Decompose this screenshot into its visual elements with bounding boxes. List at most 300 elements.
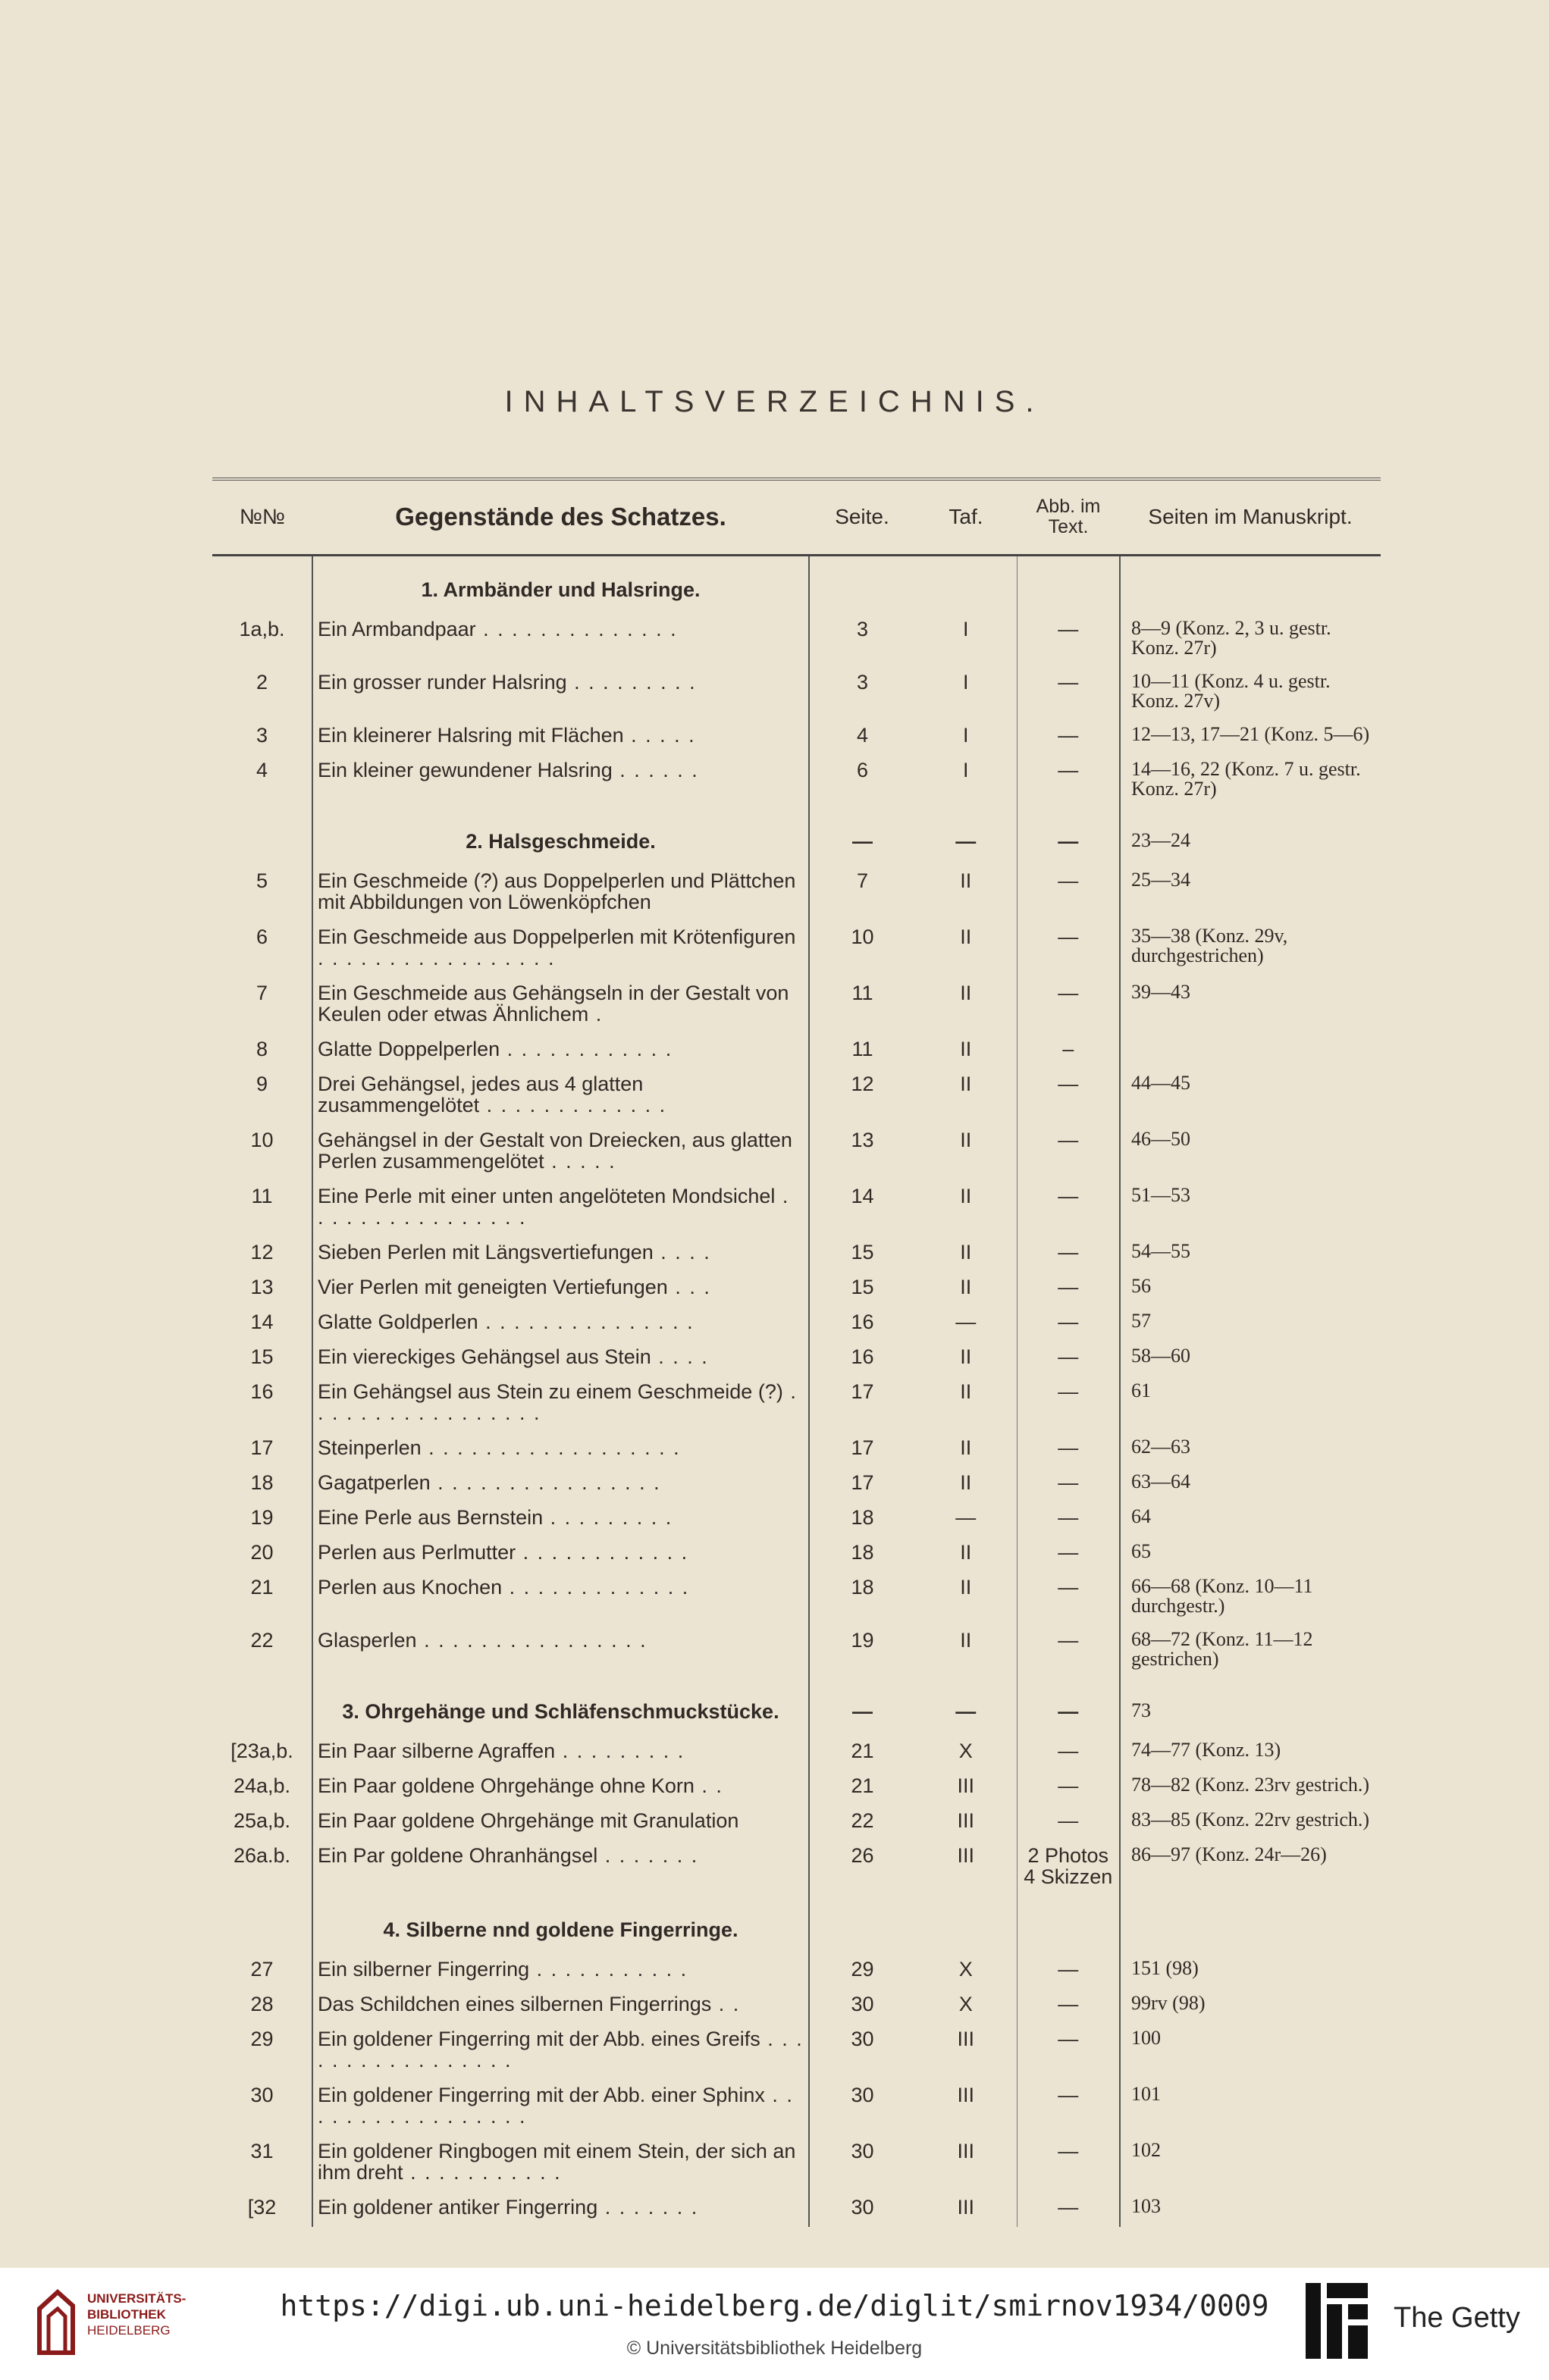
item-label: Ein Geschmeide aus Doppelperlen mit Krötenfiguren	[318, 925, 796, 948]
row-seite: 13	[851, 1128, 874, 1151]
row-number: 18	[250, 1470, 274, 1494]
row-item	[312, 1954, 809, 1989]
row-seite: 26	[851, 1843, 874, 1867]
row-number: 13	[250, 1275, 274, 1298]
header-seite: Seite.	[835, 505, 889, 529]
dot-leader: . . . . . . . . . . . .	[516, 1540, 689, 1564]
row-item	[312, 1572, 809, 1625]
item-label: Drei Gehängsel, jedes aus 4 glatten zusammengelötet	[318, 1072, 644, 1116]
row-number: 9	[256, 1072, 268, 1095]
row-item	[312, 1342, 809, 1376]
row-number: 3	[256, 723, 268, 747]
item-label: Gagatperlen	[318, 1470, 431, 1494]
row-seite: 30	[851, 2139, 874, 2162]
row-item	[312, 1433, 809, 1467]
row-manuskript: 56	[1131, 1274, 1151, 1297]
row-abbildung: —	[1017, 808, 1120, 866]
row-tafel: II	[960, 1470, 972, 1494]
table-row	[212, 1805, 1381, 1840]
table-row	[212, 614, 1381, 667]
row-seite: 30	[851, 2083, 874, 2106]
dot-leader: . . . . . . . . . . . . . . . . . .	[421, 1436, 681, 1459]
table-row	[212, 1502, 1381, 1537]
row-abbildung: —	[1017, 1954, 1120, 1989]
table-row	[212, 2024, 1381, 2080]
dot-leader: . . . . . . . . . . . . . . . . .	[318, 1379, 798, 1424]
dot-leader: . . . . . . . . . . . . . . . . .	[318, 946, 556, 969]
row-tafel: III	[957, 1843, 974, 1867]
item-label: Ein goldener Fingerring mit der Abb. eines Greifs	[318, 2027, 760, 2050]
row-abbildung: —	[1017, 755, 1120, 808]
row-item	[312, 1376, 809, 1433]
library-name-line-1: UNIVERSITÄTS-	[87, 2291, 187, 2306]
row-manuskript: 51—53	[1131, 1183, 1190, 1206]
row-abbildung: —	[1017, 1572, 1120, 1625]
row-seite: 15	[851, 1275, 874, 1298]
row-tafel: II	[960, 1037, 972, 1060]
row-item	[312, 1237, 809, 1272]
row-abbildung: —	[1017, 720, 1120, 755]
row-tafel: III	[957, 2027, 974, 2050]
table-row	[212, 1467, 1381, 1502]
table-row	[212, 667, 1381, 720]
table-row	[212, 1625, 1381, 1678]
row-item	[312, 1181, 809, 1237]
header-abbildung: Abb. im Text.	[1036, 496, 1101, 538]
row-number: 27	[250, 1957, 274, 1981]
row-manuskript: 65	[1131, 1539, 1151, 1562]
row-seite: 3	[856, 617, 869, 640]
section-row	[212, 1896, 1381, 1954]
dot-leader: . . . . . .	[612, 758, 699, 781]
row-abbildung: —	[1017, 667, 1120, 720]
row-tafel: X	[958, 1739, 973, 1762]
row-tafel: II	[960, 1628, 972, 1652]
row-manuskript	[1120, 1034, 1381, 1069]
row-abbildung: —	[1017, 1537, 1120, 1572]
row-seite: 30	[851, 1992, 874, 2015]
row-seite: 30	[851, 2027, 874, 2050]
row-abbildung: —	[1017, 1625, 1120, 1678]
getty-logo-icon	[1304, 2281, 1369, 2360]
row-item	[312, 1467, 809, 1502]
item-label: Ein goldener Fingerring mit der Abb. einer Sphinx	[318, 2083, 765, 2106]
row-item	[312, 978, 809, 1034]
row-number: 31	[250, 2139, 274, 2162]
row-tafel: II	[960, 1275, 972, 1298]
row-number	[212, 1678, 312, 1736]
row-seite: 21	[851, 1774, 874, 1797]
table-row	[212, 1537, 1381, 1572]
row-item	[312, 1537, 809, 1572]
row-seite: 18	[851, 1505, 874, 1529]
row-number: [32	[247, 2195, 277, 2219]
row-manuskript: 151 (98)	[1131, 1956, 1199, 1979]
dot-leader: .	[588, 1002, 604, 1026]
row-manuskript: 14—16, 22 (Konz. 7 u. gestr. Konz. 27r)	[1131, 757, 1361, 800]
row-tafel: II	[960, 1379, 972, 1403]
row-abbildung: —	[1017, 2024, 1120, 2080]
row-abbildung: 2 Photos 4 Skizzen	[1017, 1840, 1120, 1896]
dot-leader: . . . . . . . . . . . . . . .	[478, 1310, 695, 1333]
row-number: 25a,b.	[233, 1808, 291, 1832]
row-manuskript: 74—77 (Konz. 13)	[1131, 1738, 1281, 1761]
dot-leader: . . . . .	[544, 1149, 616, 1173]
dot-leader: . . . . . . . . . . . . . . . . .	[318, 2027, 804, 2072]
row-seite	[809, 555, 915, 614]
row-abbildung: —	[1017, 1467, 1120, 1502]
row-item	[312, 1840, 809, 1896]
dot-leader: . . . . . . . . .	[543, 1505, 673, 1529]
row-item	[312, 1034, 809, 1069]
table-row	[212, 2136, 1381, 2192]
row-tafel: II	[960, 1436, 972, 1459]
row-manuskript: 66—68 (Konz. 10—11 durchgestr.)	[1131, 1574, 1313, 1617]
row-item	[312, 755, 809, 808]
row-seite: 22	[851, 1808, 874, 1832]
row-seite: 11	[851, 981, 873, 1004]
row-seite: 6	[856, 758, 869, 781]
row-tafel: III	[957, 1774, 974, 1797]
dot-leader: . . . . . . . . . . . . . . . .	[318, 1184, 790, 1229]
item-label: Glasperlen	[318, 1628, 417, 1652]
header-item: Gegenstände des Schatzes.	[395, 503, 726, 531]
row-seite: 19	[851, 1628, 874, 1652]
table-row	[212, 1342, 1381, 1376]
row-number: 28	[250, 1992, 274, 2015]
item-label: Ein Geschmeide (?) aus Doppelperlen und Plättchen mit Abbildungen von Löwenköpfchen	[318, 869, 796, 913]
row-manuskript: 46—50	[1131, 1127, 1190, 1150]
item-label: Ein viereckiges Gehängsel aus Stein	[318, 1345, 651, 1368]
row-seite: 17	[851, 1379, 874, 1403]
section-title: 4. Silberne nnd goldene Fingerringe.	[312, 1896, 809, 1954]
row-item	[312, 720, 809, 755]
row-tafel: I	[962, 758, 969, 781]
row-abbildung: —	[1017, 1272, 1120, 1307]
row-seite: —	[852, 1699, 873, 1723]
row-seite: 16	[851, 1310, 874, 1333]
row-manuskript: 83—85 (Konz. 22rv gestrich.)	[1131, 1808, 1370, 1830]
row-manuskript	[1120, 555, 1381, 614]
row-manuskript: 62—63	[1131, 1435, 1190, 1458]
row-abbildung: —	[1017, 1125, 1120, 1181]
row-tafel: —	[955, 1505, 977, 1529]
row-number: 26a.b.	[233, 1843, 291, 1867]
row-item	[312, 667, 809, 720]
dot-leader: . . . . . . . . .	[555, 1739, 685, 1762]
row-number: 6	[256, 925, 268, 948]
row-item	[312, 1502, 809, 1537]
row-seite: 21	[851, 1739, 874, 1762]
row-manuskript: 39—43	[1131, 980, 1190, 1003]
item-label: Ein Paar goldene Ohrgehänge mit Granulation	[318, 1808, 739, 1832]
row-manuskript: 100	[1131, 2026, 1161, 2049]
row-manuskript: 10—11 (Konz. 4 u. gestr. Konz. 27v)	[1131, 669, 1331, 712]
row-manuskript: 73	[1131, 1699, 1151, 1721]
header-row	[212, 479, 1381, 555]
row-number: 30	[250, 2083, 274, 2106]
dot-leader: . . . . . . . . . . .	[529, 1957, 688, 1981]
item-label: Perlen aus Knochen	[318, 1575, 503, 1599]
permalink-url[interactable]: https://digi.ub.uni-heidelberg.de/diglit/smirnov1934/0009	[280, 2289, 1269, 2322]
library-name-line-2: BIBLIOTHEK	[87, 2307, 166, 2322]
header-number: №№	[239, 505, 286, 529]
table-row	[212, 866, 1381, 922]
row-item	[312, 1736, 809, 1771]
row-manuskript: 103	[1131, 2194, 1161, 2217]
table-row	[212, 978, 1381, 1034]
row-seite	[809, 1896, 915, 1954]
row-abbildung: —	[1017, 866, 1120, 922]
row-number: 14	[250, 1310, 274, 1333]
dot-leader: . . . . . . . . . . . . . .	[475, 617, 678, 640]
table-row	[212, 1069, 1381, 1125]
row-number: 19	[250, 1505, 274, 1529]
item-label: Ein goldener Ringbogen mit einem Stein, der sich an ihm dreht	[318, 2139, 796, 2184]
row-abbildung	[1017, 1896, 1120, 1954]
row-item	[312, 2080, 809, 2136]
dot-leader: . . . . . . .	[597, 1843, 699, 1867]
row-tafel: X	[958, 1957, 973, 1981]
row-manuskript	[1120, 1896, 1381, 1954]
row-tafel: III	[957, 2139, 974, 2162]
row-tafel: II	[960, 1345, 972, 1368]
row-seite: 18	[851, 1575, 874, 1599]
row-number: 4	[256, 758, 268, 781]
row-item	[312, 2136, 809, 2192]
item-label: Glatte Doppelperlen	[318, 1037, 500, 1060]
row-number: 16	[250, 1379, 274, 1403]
row-abbildung: –	[1017, 1034, 1120, 1069]
row-seite: 10	[851, 925, 874, 948]
dot-leader: . . . .	[651, 1345, 709, 1368]
table-row	[212, 755, 1381, 808]
row-abbildung: —	[1017, 1237, 1120, 1272]
row-tafel: I	[962, 670, 969, 694]
item-label: Eine Perle aus Bernstein	[318, 1505, 544, 1529]
row-tafel: II	[960, 925, 972, 948]
row-abbildung: —	[1017, 1678, 1120, 1736]
row-item	[312, 1625, 809, 1678]
row-tafel: —	[955, 1310, 977, 1333]
section-row	[212, 1678, 1381, 1736]
page-title: INHALTSVERZEICHNIS.	[504, 385, 1045, 418]
item-label: Eine Perle mit einer unten angelöteten Mondsichel	[318, 1184, 776, 1207]
row-manuskript: 57	[1131, 1309, 1151, 1332]
row-number: 5	[256, 869, 268, 892]
row-number: 24a,b.	[233, 1774, 291, 1797]
row-number: 7	[256, 981, 268, 1004]
row-seite: 7	[856, 869, 869, 892]
item-label: Sieben Perlen mit Längsvertiefungen	[318, 1240, 654, 1264]
row-tafel: —	[955, 1699, 977, 1723]
row-item	[312, 2192, 809, 2227]
row-abbildung: —	[1017, 1502, 1120, 1537]
table-row	[212, 1572, 1381, 1625]
table-row	[212, 2192, 1381, 2227]
row-tafel: II	[960, 1128, 972, 1151]
row-seite: 14	[851, 1184, 874, 1207]
item-label: Ein Geschmeide aus Gehängseln in der Gestalt von Keulen oder etwas Ähnlichem	[318, 981, 789, 1026]
row-manuskript: 58—60	[1131, 1344, 1190, 1367]
item-label: Vier Perlen mit geneigten Vertiefungen	[318, 1275, 668, 1298]
table-row	[212, 1771, 1381, 1805]
section-row	[212, 808, 1381, 866]
row-seite: 18	[851, 1540, 874, 1564]
row-item	[312, 1771, 809, 1805]
item-label: Steinperlen	[318, 1436, 422, 1459]
table-row	[212, 1237, 1381, 1272]
row-tafel: II	[960, 1240, 972, 1264]
table-row	[212, 1272, 1381, 1307]
row-abbildung	[1017, 555, 1120, 614]
row-tafel: III	[957, 2195, 974, 2219]
row-manuskript: 44—45	[1131, 1071, 1190, 1094]
row-manuskript: 8—9 (Konz. 2, 3 u. gestr. Konz. 27r)	[1131, 616, 1331, 659]
row-abbildung: —	[1017, 2080, 1120, 2136]
item-label: Ein Gehängsel aus Stein zu einem Geschmeide (?)	[318, 1379, 783, 1403]
item-label: Ein silberner Fingerring	[318, 1957, 530, 1981]
row-seite: 16	[851, 1345, 874, 1368]
row-number: 21	[250, 1575, 274, 1599]
dot-leader: . . . . . . . . . . . .	[500, 1037, 673, 1060]
row-abbildung: —	[1017, 1805, 1120, 1840]
row-seite: 3	[856, 670, 869, 694]
row-seite: 4	[856, 723, 869, 747]
dot-leader: . . . . . . . . . . . . .	[479, 1093, 667, 1116]
row-manuskript: 54—55	[1131, 1239, 1190, 1262]
row-tafel: II	[960, 1184, 972, 1207]
row-seite: —	[852, 829, 873, 853]
row-manuskript: 64	[1131, 1505, 1151, 1527]
row-abbildung: —	[1017, 1433, 1120, 1467]
row-manuskript: 99rv (98)	[1131, 1991, 1206, 2014]
row-abbildung: —	[1017, 2192, 1120, 2227]
row-tafel: II	[960, 1575, 972, 1599]
dot-leader: . . . . . . . . . . . . . . . .	[430, 1470, 661, 1494]
dot-leader: . . . . . . . . . . . . . . . . .	[318, 2083, 794, 2128]
row-number: 2	[256, 670, 268, 694]
partner-name: The Getty	[1394, 2302, 1520, 2334]
row-tafel: X	[958, 1992, 973, 2015]
dot-leader: . .	[711, 1992, 741, 2015]
item-label: Ein goldener antiker Fingerring	[318, 2195, 598, 2219]
row-number: 11	[251, 1184, 273, 1207]
row-tafel: II	[960, 869, 972, 892]
dot-leader: . . . . . . . . . . . . . . . .	[416, 1628, 648, 1652]
row-seite: 29	[851, 1957, 874, 1981]
item-label: Ein Par goldene Ohranhängsel	[318, 1843, 598, 1867]
row-abbildung: —	[1017, 1307, 1120, 1342]
section-title: 2. Halsgeschmeide.	[312, 808, 809, 866]
dot-leader: . . . .	[653, 1240, 711, 1264]
table-row	[212, 1307, 1381, 1342]
row-tafel: I	[962, 723, 969, 747]
row-item	[312, 1989, 809, 2024]
row-abbildung: —	[1017, 922, 1120, 978]
table-row	[212, 720, 1381, 755]
dot-leader: . . . . . . . . .	[566, 670, 697, 694]
item-label: Ein Armbandpaar	[318, 617, 476, 640]
row-abbildung: —	[1017, 978, 1120, 1034]
table-row	[212, 1736, 1381, 1771]
row-tafel	[915, 1896, 1017, 1954]
row-number: 8	[256, 1037, 268, 1060]
row-abbildung: —	[1017, 1181, 1120, 1237]
row-number: 12	[250, 1240, 274, 1264]
row-tafel: III	[957, 1808, 974, 1832]
row-item	[312, 1272, 809, 1307]
item-label: Ein Paar goldene Ohrgehänge ohne Korn	[318, 1774, 695, 1797]
row-abbildung: —	[1017, 614, 1120, 667]
copyright-notice: © Universitätsbibliothek Heidelberg	[626, 2338, 923, 2359]
row-item	[312, 1125, 809, 1181]
item-label: Perlen aus Perlmutter	[318, 1540, 516, 1564]
row-item	[312, 1069, 809, 1125]
dot-leader: . . . . .	[623, 723, 696, 747]
row-abbildung: —	[1017, 1069, 1120, 1125]
row-manuskript: 68—72 (Konz. 11—12 gestrichen)	[1131, 1627, 1313, 1670]
row-manuskript: 102	[1131, 2138, 1161, 2161]
row-abbildung: —	[1017, 1736, 1120, 1771]
row-number: 10	[250, 1128, 274, 1151]
row-seite: 11	[851, 1037, 873, 1060]
table-row	[212, 1989, 1381, 2024]
table-row	[212, 1433, 1381, 1467]
row-tafel: I	[962, 617, 969, 640]
row-abbildung: —	[1017, 2136, 1120, 2192]
row-number	[212, 1896, 312, 1954]
table-row	[212, 1954, 1381, 1989]
row-manuskript: 86—97 (Konz. 24r—26)	[1131, 1843, 1327, 1865]
row-abbildung: —	[1017, 1342, 1120, 1376]
row-manuskript: 101	[1131, 2082, 1161, 2105]
contents-table	[212, 478, 1381, 2227]
table-row	[212, 2080, 1381, 2136]
table-row	[212, 1376, 1381, 1433]
row-item	[312, 614, 809, 667]
row-item	[312, 1307, 809, 1342]
row-seite: 15	[851, 1240, 874, 1264]
row-abbildung: —	[1017, 1989, 1120, 2024]
row-abbildung: —	[1017, 1376, 1120, 1433]
row-seite: 12	[851, 1072, 874, 1095]
row-tafel	[915, 555, 1017, 614]
table-row	[212, 922, 1381, 978]
table-row	[212, 1034, 1381, 1069]
row-number: 29	[250, 2027, 274, 2050]
row-manuskript: 25—34	[1131, 868, 1190, 891]
item-label: Ein kleinerer Halsring mit Flächen	[318, 723, 624, 747]
row-number	[212, 808, 312, 866]
row-item	[312, 866, 809, 922]
row-item	[312, 922, 809, 978]
row-seite: 17	[851, 1436, 874, 1459]
row-number: 20	[250, 1540, 274, 1564]
dot-leader: . .	[694, 1774, 723, 1797]
row-item	[312, 1805, 809, 1840]
item-label: Das Schildchen eines silbernen Fingerrings	[318, 1992, 712, 2015]
row-tafel: II	[960, 1540, 972, 1564]
row-seite: 17	[851, 1470, 874, 1494]
row-number: 22	[250, 1628, 274, 1652]
dot-leader: . . . . . . .	[597, 2195, 699, 2219]
table-row	[212, 1840, 1381, 1896]
footer-bar	[0, 2268, 1549, 2380]
row-seite: 30	[851, 2195, 874, 2219]
row-manuskript: 35—38 (Konz. 29v, durchgestrichen)	[1131, 924, 1288, 966]
header-manuskript: Seiten im Manuskript.	[1148, 505, 1353, 529]
